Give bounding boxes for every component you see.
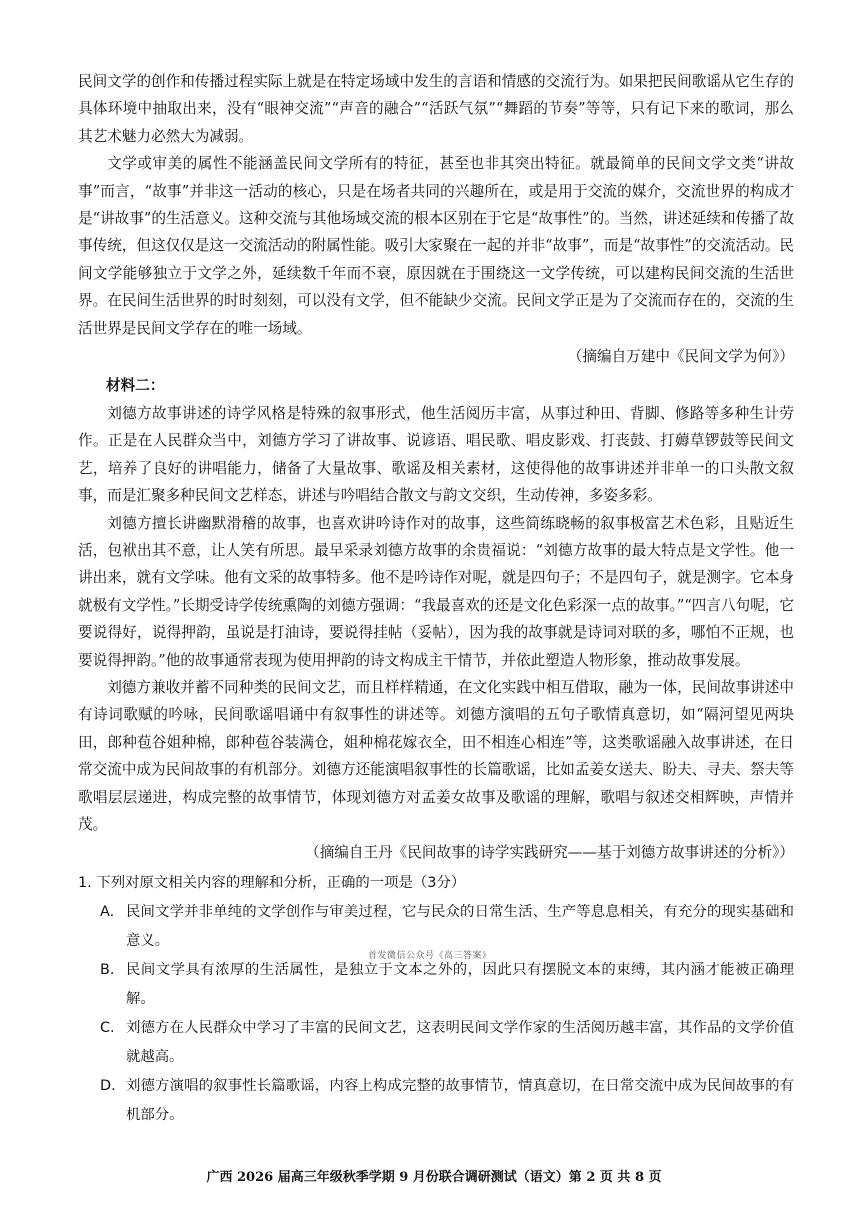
option-text: 刘德方在人民群众中学习了丰富的民间文艺，这表明民间文学作家的生活阅历越丰富，其作品的文学价值就越高。 — [126, 1019, 794, 1065]
passage2-citation: （摘编自王丹《民间故事的诗学实践研究——基于刘德方故事讲述的分析》） — [305, 844, 794, 862]
option-text: 刘德方演唱的叙事性长篇歌谣，内容上构成完整的故事情节，情真意切，在日常交流中成为民间故事的有机部分。 — [126, 1077, 794, 1123]
option-text: 民间文学并非单纯的文学创作与审美过程，它与民众的日常生活、生产等息息相关，有充分的现实基础和意义。 — [126, 903, 794, 949]
passage2-paragraph-2: 刘德方擅长讲幽默滑稽的故事，也喜欢讲吟诗作对的故事，这些简练晓畅的叙事极富艺术色彩，且贴近生活，包袱出其不意，让人笑有所思。最早采录刘德方故事的余贵福说：“刘德方故事的最大特点是文学性。他一讲出来，就有文学味。他有文采的故事特多。他不是吟诗作对呢，就是四句子；不是四句子，就是测字。它本身就极有文学性。”长期受诗学传统熏陶的刘德方强调：“我最喜欢的还是文化色彩深一点的故事。”“四言八句呢，它要说得好，说得押韵，虽说是打油诗，要说得挂帖（妥帖），因为我的故事就是诗词对联的多，哪怕不正规，也要说得押韵。”他的故事通常表现为使用押韵的诗文构成主干情节，并依此塑造人物形象，推动故事发展。 — [78, 514, 794, 669]
passage1-citation: （摘编自万建中《民间文学为何》） — [567, 348, 794, 366]
option-letter: B. — [100, 961, 115, 978]
option-b — [100, 956, 794, 1014]
option-letter: A. — [100, 903, 115, 920]
question-stem: 1. 下列对原文相关内容的理解和分析，正确的一项是（3分） — [78, 874, 466, 891]
option-text: 民间文学具有浓厚的生活属性，是独立于文本之外的，因此只有摆脱文本的束缚，其内涵才能被正确理解。 — [126, 961, 794, 1007]
option-d — [100, 1072, 794, 1130]
option-letter: C. — [100, 1019, 115, 1036]
option-letter: D. — [100, 1077, 116, 1094]
passage2-paragraph-3: 刘德方兼收并蓄不同种类的民间文艺，而且样样精通，在文化实践中相互借取，融为一体，民间故事讲述中有诗词歌赋的吟咏，民间歌谣唱诵中有叙事性的讲述等。刘德方演唱的五句子歌情真意切，如“隔河望见两块田，郎种苞谷姐种棉，郎种苞谷装满仓，姐种棉花嫁衣全，田不相连心相连”等，这类歌谣融入故事讲述，在日常交流中成为民间故事的有机部分。刘德方还能演唱叙事性的长篇歌谣，比如孟姜女送夫、盼夫、寻夫、祭夫等歌唱层层递进，构成完整的故事情节，体现刘德方对孟姜女故事及歌谣的理解，歌唱与叙述交相辉映，声情并茂。 — [78, 678, 794, 833]
passage1-paragraph-2: 文学或审美的属性不能涵盖民间文学所有的特征，甚至也非其突出特征。就最简单的民间文学文类“讲故事”而言，“故事”并非这一活动的核心，只是在场者共同的兴趣所在，或是用于交流的媒介，交流世界的构成才是“讲故事”的生活意义。这种交流与其他场域交流的根本区别在于它是“故事性”的。当然，讲述延续和传播了故事传统，但这仅仅是这一交流活动的附属性能。吸引大家聚在一起的并非“故事”，而是“故事性”的交流活动。民间文学能够独立于文学之外，延续数千年而不衰，原因就在于围绕这一文学传统，可以建构民间交流的生活世界。在民间生活世界的时时刻刻，可以没有文学，但不能缺少交流。民间文学正是为了交流而存在的，交流的生活世界是民间文学存在的唯一场域。 — [78, 155, 794, 337]
watermark-text: 首发微信公众号《高三答案》 — [368, 951, 492, 961]
passage1-paragraph-1: 民间文学的创作和传播过程实际上就是在特定场域中发生的言语和情感的交流行为。如果把民间歌谣从它生存的具体环境中抽取出来，没有“眼神交流”“声音的融合”“活跃气氛”“舞蹈的节奏”等等，只有记下来的歌词，那么其艺术魅力必然大为减弱。 — [78, 73, 794, 145]
page-footer: 广西 2026 届高三年级秋季学期 9 月份联合调研测试（语文）第 2 页 共 8 页 — [206, 1170, 662, 1185]
material-two-heading: 材料二： — [106, 377, 165, 395]
option-c — [100, 1014, 794, 1072]
passage2-paragraph-1: 刘德方故事讲述的诗学风格是特殊的叙事形式，他生活阅历丰富，从事过种田、背脚、修路等多种生计劳作。正是在人民群众当中，刘德方学习了讲故事、说谚语、唱民歌、唱皮影戏、打丧鼓、打薅草锣鼓等民间文艺，培养了良好的讲唱能力，储备了大量故事、歌谣及相关素材，这使得他的故事讲述并非单一的口头散文叙事，而是汇聚多种民间文艺样态，讲述与吟唱结合散文与韵文交织，生动传神，多姿多彩。 — [78, 404, 794, 505]
page-content — [78, 68, 794, 1130]
